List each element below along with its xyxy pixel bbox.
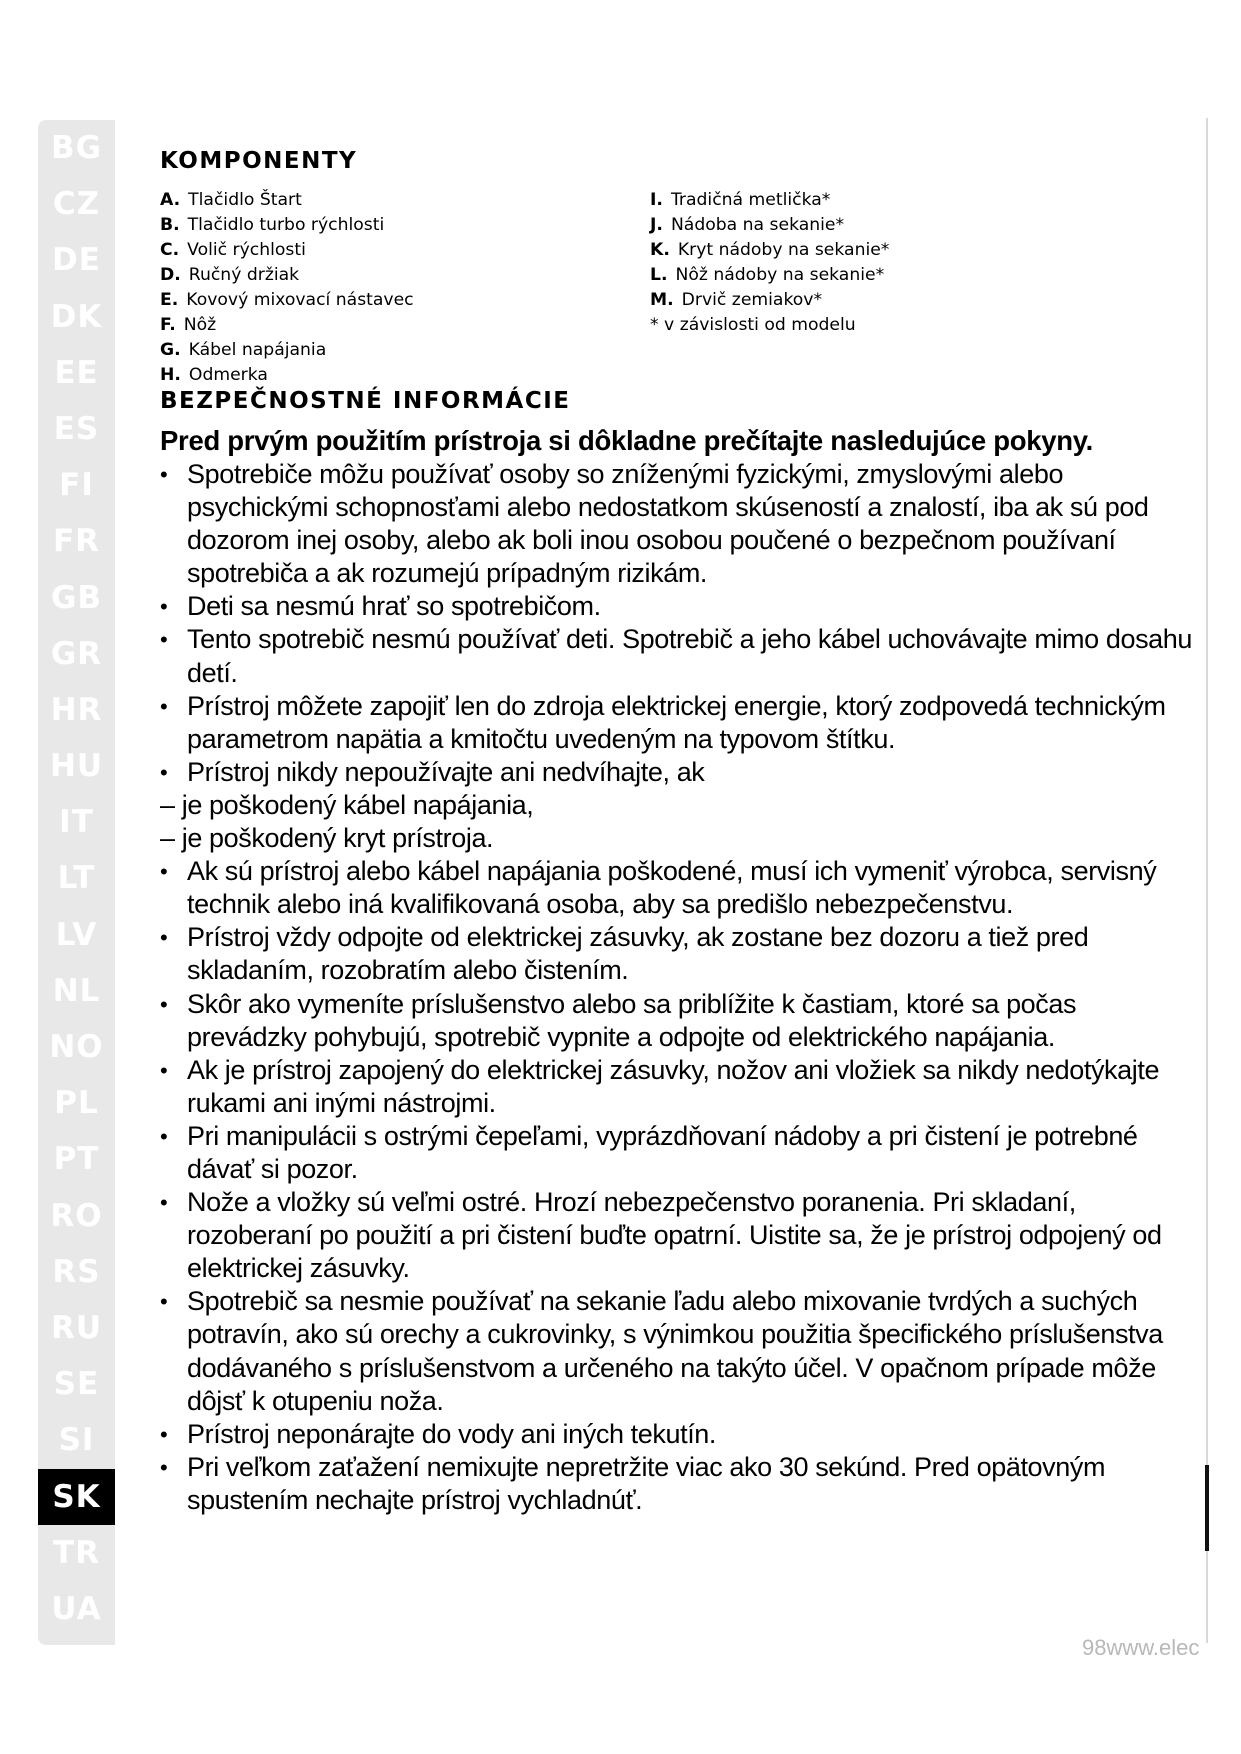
language-tab-se: SE — [53, 1366, 100, 1403]
language-tab-pl: PL — [54, 1085, 99, 1122]
language-tab-de: DE — [52, 242, 101, 279]
language-tab-ru: RU — [50, 1309, 103, 1346]
language-tab-sk: SK — [38, 1469, 115, 1525]
component-label: Nádoba na sekanie* — [670, 215, 845, 235]
component-letter: F. — [160, 315, 176, 335]
component-item — [160, 213, 650, 238]
component-item — [650, 188, 1140, 213]
component-label: Ručný držiak — [188, 265, 300, 285]
component-letter: I. — [650, 190, 663, 210]
language-tab-tr: TR — [52, 1534, 101, 1571]
component-item — [650, 238, 1140, 263]
components-right-column — [650, 188, 1140, 388]
component-item — [160, 238, 650, 263]
language-list — [38, 120, 115, 1637]
language-tab-si: SI — [58, 1422, 95, 1459]
safety-bullet-item: • Prístroj nikdy nepoužívajte ani nedvíhajte, ak — [160, 756, 1200, 789]
component-item — [160, 313, 650, 338]
language-tab-pt: PT — [53, 1141, 100, 1178]
safety-bullet-item: • Deti sa nesmú hrať so spotrebičom. — [160, 590, 1200, 623]
safety-bullet-item: • Prístroj vždy odpojte od elektrickej zásuvky, ak zostane bez dozoru a tiež pred skladaním, rozobratím alebo čistením. — [160, 921, 1200, 987]
safety-sub-item: – je poškodený kryt prístroja. — [160, 823, 494, 854]
component-item — [160, 263, 650, 288]
component-item — [160, 338, 650, 363]
language-tab-rs: RS — [52, 1253, 101, 1290]
component-item — [160, 288, 650, 313]
safety-bullet-item: • Pri manipulácii s ostrými čepeľami, vyprázdňovaní nádoby a pri čistení je potrebné dávať si pozor. — [160, 1120, 1200, 1186]
language-tab-gb: GB — [50, 579, 103, 616]
component-item — [160, 188, 650, 213]
safety-bullet-item: • Spotrebiče môžu používať osoby so zníženými fyzickými, zmyslovými alebo psychickými schopnosťami alebo nedostatkom skúseností a znalostí, iba ak sú pod dozorom inej osoby, alebo ak boli inou osobou poučené o bezpečnom používaní spotrebiča a ak rozumejú prípadným rizikám. — [160, 458, 1200, 590]
safety-bullet-item: • Prístroj môžete zapojiť len do zdroja elektrickej energie, ktorý zodpovedá technickým parametrom napätia a kmitočtu uvedeným na typovom štítku. — [160, 690, 1200, 756]
safety-bullet-item: • Tento spotrebič nesmú používať deti. Spotrebič a jeho kábel uchovávajte mimo dosahu detí. — [160, 623, 1200, 689]
component-letter: D. — [160, 265, 181, 285]
component-item — [650, 313, 1140, 338]
component-letter: E. — [160, 290, 179, 310]
component-item — [650, 263, 1140, 288]
safety-bullet-item: • Spotrebič sa nesmie používať na sekanie ľadu alebo mixovanie tvrdých a suchých potravín, ako sú orechy a cukrovinky, s výnimkou použitia špecifického príslušenstva dodávaného s príslušenstvom a určeného na takýto účel. V opačnom prípade môže dôjsť k otupeniu noža. — [160, 1285, 1200, 1417]
page-edge-marker — [1205, 1465, 1209, 1551]
language-tab-fi: FI — [59, 467, 94, 504]
language-tab-ro: RO — [50, 1197, 103, 1234]
component-label: Kovový mixovací nástavec — [186, 290, 414, 310]
page-edge-rule — [1206, 118, 1208, 1643]
language-tab-fr: FR — [52, 523, 101, 560]
components-list — [160, 188, 1200, 388]
component-item — [650, 213, 1140, 238]
language-tab-ua: UA — [51, 1590, 102, 1627]
component-letter: L. — [650, 265, 668, 285]
safety-intro: Pred prvým použitím prístroja si dôkladne prečítajte nasledujúce pokyny. — [160, 425, 1094, 456]
component-letter: A. — [160, 190, 181, 210]
page-content — [160, 148, 1200, 1517]
language-tab-lt: LT — [57, 860, 96, 897]
component-label: Odmerka — [188, 365, 268, 385]
component-label: * v závislosti od modelu — [650, 315, 856, 335]
component-letter: G. — [160, 340, 181, 360]
language-tab-bg: BG — [50, 130, 103, 166]
component-label: Tlačidlo turbo rýchlosti — [187, 215, 385, 235]
component-label: Tradičná metlička* — [670, 190, 831, 210]
safety-bullet-item: • Skôr ako vymeníte príslušenstvo alebo sa priblížite k častiam, ktoré sa počas prevádzky pohybujú, spotrebič vypnite a odpojte od elektrického napájania. — [160, 988, 1200, 1054]
language-tab-no: NO — [49, 1029, 104, 1065]
component-label: Kábel napájania — [188, 340, 327, 360]
safety-bullet-item: • Prístroj neponárajte do vody ani iných tekutín. — [160, 1418, 1200, 1451]
component-label: Nôž — [183, 315, 217, 335]
component-label: Drvič zemiakov* — [681, 290, 823, 310]
language-tab-es: ES — [53, 410, 100, 447]
language-tab-cz: CZ — [52, 186, 101, 223]
language-tab-it: IT — [59, 804, 94, 841]
component-letter: B. — [160, 215, 180, 235]
components-title: KOMPONENTY — [160, 148, 358, 174]
safety-bullet-item: • Ak je prístroj zapojený do elektrickej zásuvky, nožov ani vložiek sa nikdy nedotýkajte rukami ani inými nástrojmi. — [160, 1054, 1200, 1120]
safety-list — [160, 458, 1200, 1517]
language-tab-gr: GR — [50, 635, 103, 672]
safety-bullet-item: • Pri veľkom zaťažení nemixujte nepretržite viac ako 30 sekúnd. Pred opätovným spustením nechajte prístroj vychladnúť. — [160, 1451, 1200, 1517]
language-tab-dk: DK — [50, 298, 103, 335]
component-letter: H. — [160, 365, 181, 385]
page-footer: 98www.elec — [1082, 1635, 1200, 1660]
component-letter: J. — [650, 215, 663, 235]
components-left-column — [160, 188, 650, 388]
language-tab-hr: HR — [50, 691, 103, 728]
component-label: Volič rýchlosti — [187, 240, 306, 260]
component-letter: K. — [650, 240, 670, 260]
language-tab-ee: EE — [54, 354, 99, 391]
safety-bullet-item: • Nože a vložky sú veľmi ostré. Hrozí nebezpečenstvo poranenia. Pri skladaní, rozoberaní po použití a pri čistení buďte opatrní. Uistite sa, že je prístroj odpojený od elektrickej zásuvky. — [160, 1186, 1200, 1285]
language-tab-nl: NL — [52, 972, 101, 1009]
language-tab-hu: HU — [49, 748, 104, 785]
component-label: Tlačidlo Štart — [188, 190, 302, 210]
component-label: Kryt nádoby na sekanie* — [677, 240, 890, 260]
safety-bullet-item: • Ak sú prístroj alebo kábel napájania poškodené, musí ich vymeniť výrobca, servisný technik alebo iná kvalifikovaná osoba, aby sa predišlo nebezpečenstvu. — [160, 855, 1200, 921]
component-letter: C. — [160, 240, 180, 260]
safety-title: BEZPEČNOSTNÉ INFORMÁCIE — [160, 388, 571, 414]
component-item — [160, 363, 650, 388]
component-label: Nôž nádoby na sekanie* — [675, 265, 885, 285]
component-item — [650, 288, 1140, 313]
component-letter: M. — [650, 290, 674, 310]
language-tab-lv: LV — [55, 916, 98, 953]
safety-sub-item: – je poškodený kábel napájania, — [160, 789, 534, 820]
